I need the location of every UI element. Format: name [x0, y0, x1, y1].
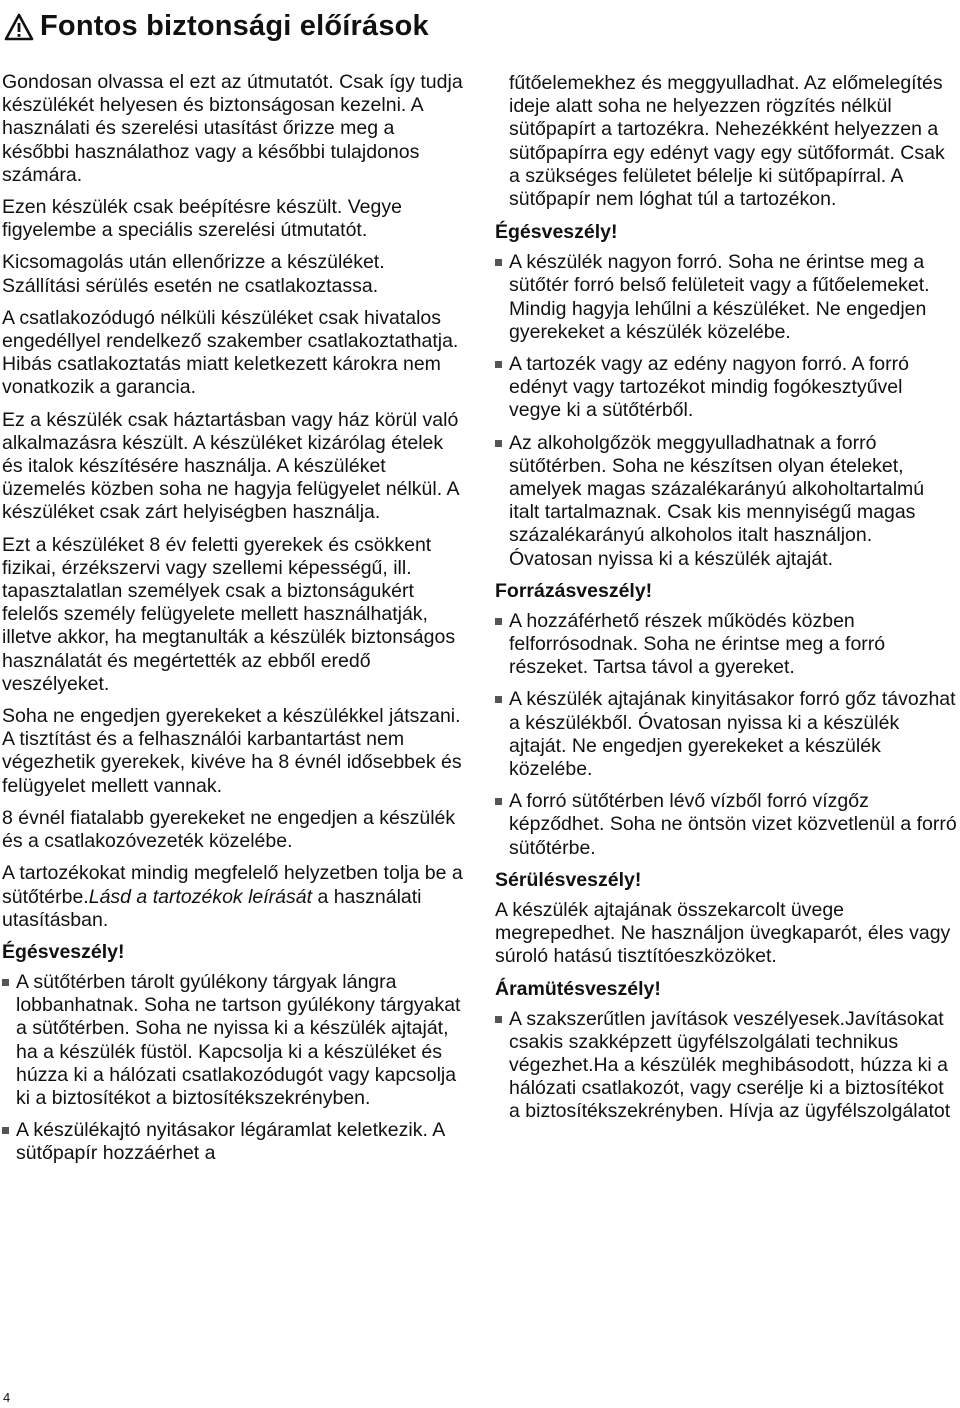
heading-burn-hazard: Égésveszély!: [2, 940, 125, 963]
paragraph-intro: Gondosan olvassa el ezt az útmutatót. Csak így tudja készülékét helyesen és biztonságosan kezelni. A használati és szerelési utasítást őrizze meg a későbbi használathoz vagy a későbbi tulajdonos számára.: [2, 71, 463, 186]
heading-injury-hazard: Sérülésveszély!: [495, 868, 642, 891]
heading-scald-hazard: Forrázásveszély!: [495, 579, 653, 602]
accessories-reference: Lásd a tartozékok leírását: [88, 885, 313, 908]
list-item-continuation: fűtőelemekhez és meggyulladhat. Az előmelegítés ideje alatt soha ne helyezzen rögzítés nélkül sütőpapírt a tartozékra. Nehezékként helyezzen a sütőpapírra egy edényt vagy egy sütőformát. Csak a szükséges felületet bélelje ki sütőpapírral. A sütőpapír nem lóghat túl a tartozékon.: [509, 72, 945, 211]
paragraph-connection: A csatlakozódugó nélküli készüléket csak hivatalos engedéllyel rendelkező szakember csatlakoztathatja. Hibás csatlakoztatás miatt keletkezett károkra nem vonatkozik a garancia.: [2, 306, 459, 399]
paragraph-unpacking: Kicsomagolás után ellenőrizze a készüléket. Szállítási sérülés esetén ne csatlakoztassa.: [2, 251, 385, 297]
page-title: Fontos biztonsági előírások: [40, 10, 429, 42]
list-item: A forró sütőtérben lévő vízből forró vízgőz képződhet. Soha ne öntsön vizet közvetlenül a forró sütőtérbe.: [495, 790, 957, 860]
right-column: [495, 72, 957, 1133]
paragraph-household-use: Ez a készülék csak háztartásban vagy ház körül való alkalmazásra készült. A készüléket kizárólag ételek és italok készítésére használja. A készüléket üzemelés közben soha ne hagyja felügyelet nélkül. A készüléket csak zárt helyiségben használja.: [2, 408, 459, 524]
page-number: 4: [3, 1390, 11, 1405]
paragraph-accessories: [2, 862, 464, 932]
list-item: A sütőtérben tárolt gyúlékony tárgyak lángra lobbanhatnak. Soha ne tartson gyúlékony tárgyakat a sütőtérben. Soha ne nyissa ki a készülék ajtaját, ha a készülék füstöl. Kapcsolja ki a készüléket és húzza ki a hálózati csatlakozódugót vagy kapcsolja ki a biztosítékot a biztosítékszekrényben.: [2, 971, 464, 1110]
warning-triangle-icon: [4, 13, 34, 41]
list-item: A tartozék vagy az edény nagyon forró. A forró edényt vagy tartozékot mindig fogókesztyűvel vegye ki a sütőtérből.: [495, 353, 957, 423]
list-item: Az alkoholgőzök meggyulladhatnak a forró sütőtérben. Soha ne készítsen olyan ételeket, amelyek magas százalékarányú alkoholtartalmú italt tartalmaznak. Csak kis mennyiségű magas százalékarányú alkoholos italt használjon. Óvatosan nyissa ki a készülék ajtaját.: [495, 432, 957, 571]
heading-electric-shock: Áramütésveszély!: [495, 977, 661, 1000]
list-item: A készülékajtó nyitásakor légáramlat keletkezik. A sütőpapír hozzáérhet a: [2, 1119, 464, 1165]
left-column: [2, 71, 464, 1175]
paragraph-builtin: Ezen készülék csak beépítésre készült. Vegye figyelembe a speciális szerelési útmutatót.: [2, 196, 402, 242]
heading-burn-hazard-2: Égésveszély!: [495, 221, 618, 244]
list-item: A készülék ajtajának kinyitásakor forró gőz távozhat a készülékből. Óvatosan nyissa ki a készülék ajtaját. Ne engedjen gyerekeket a készülék közelébe.: [495, 688, 957, 781]
list-item: A szakszerűtlen javítások veszélyesek.Javításokat csakis szakképzett ügyfélszolgálati technikus végezhet.Ha a készülék meghibásodott, húzza ki a hálózati csatlakozót, vagy cserélje ki a biztosítékot a biztosítékszekrényben. Hívja az ügyfélszolgálatot: [495, 1008, 957, 1124]
accessories-text: A tartozékokat mindig megfelelő helyzetben tolja be a sütőtérbe.: [2, 862, 463, 908]
list-item: A hozzáférhető részek működés közben felforrósodnak. Soha ne érintse meg a forró részeket. Tartsa távol a gyereket.: [495, 610, 957, 680]
paragraph-children-under-8: 8 évnél fiatalabb gyerekeket ne engedjen a készülék és a csatlakozóvezeték közelébe.: [2, 806, 456, 853]
list-item: A készülék nagyon forró. Soha ne érintse meg a sütőtér forró belső felületeit vagy a fűtőelemeket. Mindig hagyja lehűlni a készüléket. Ne engedjen gyerekeket a készülék közelébe.: [495, 251, 957, 344]
page-heading: [4, 10, 429, 43]
paragraph-glass: A készülék ajtajának összekarcolt üvege megrepedhet. Ne használjon üvegkaparót, éles vagy súroló hatású tisztítóeszközöket.: [495, 898, 951, 968]
paragraph-children-8: Ezt a készüléket 8 év feletti gyerekek és csökkent fizikai, érzékszervi vagy szellemi képességű, ill. tapasztalatlan személyek csak a biztonságukért felelős személy felügyelete mellett használhatják, illetve akkor, ha megtanulták a készülék biztonságos használatát és megértették az ebből eredő veszélyeket.: [2, 533, 456, 695]
paragraph-children-play: Soha ne engedjen gyerekeket a készülékkel játszani. A tisztítást és a felhasználói karbantartást nem végezhetik gyerekek, kivéve ha 8 évnél idősebbek és felügyelet mellett vannak.: [2, 705, 462, 797]
accessories-text-end: a használati utasításban.: [2, 885, 422, 931]
